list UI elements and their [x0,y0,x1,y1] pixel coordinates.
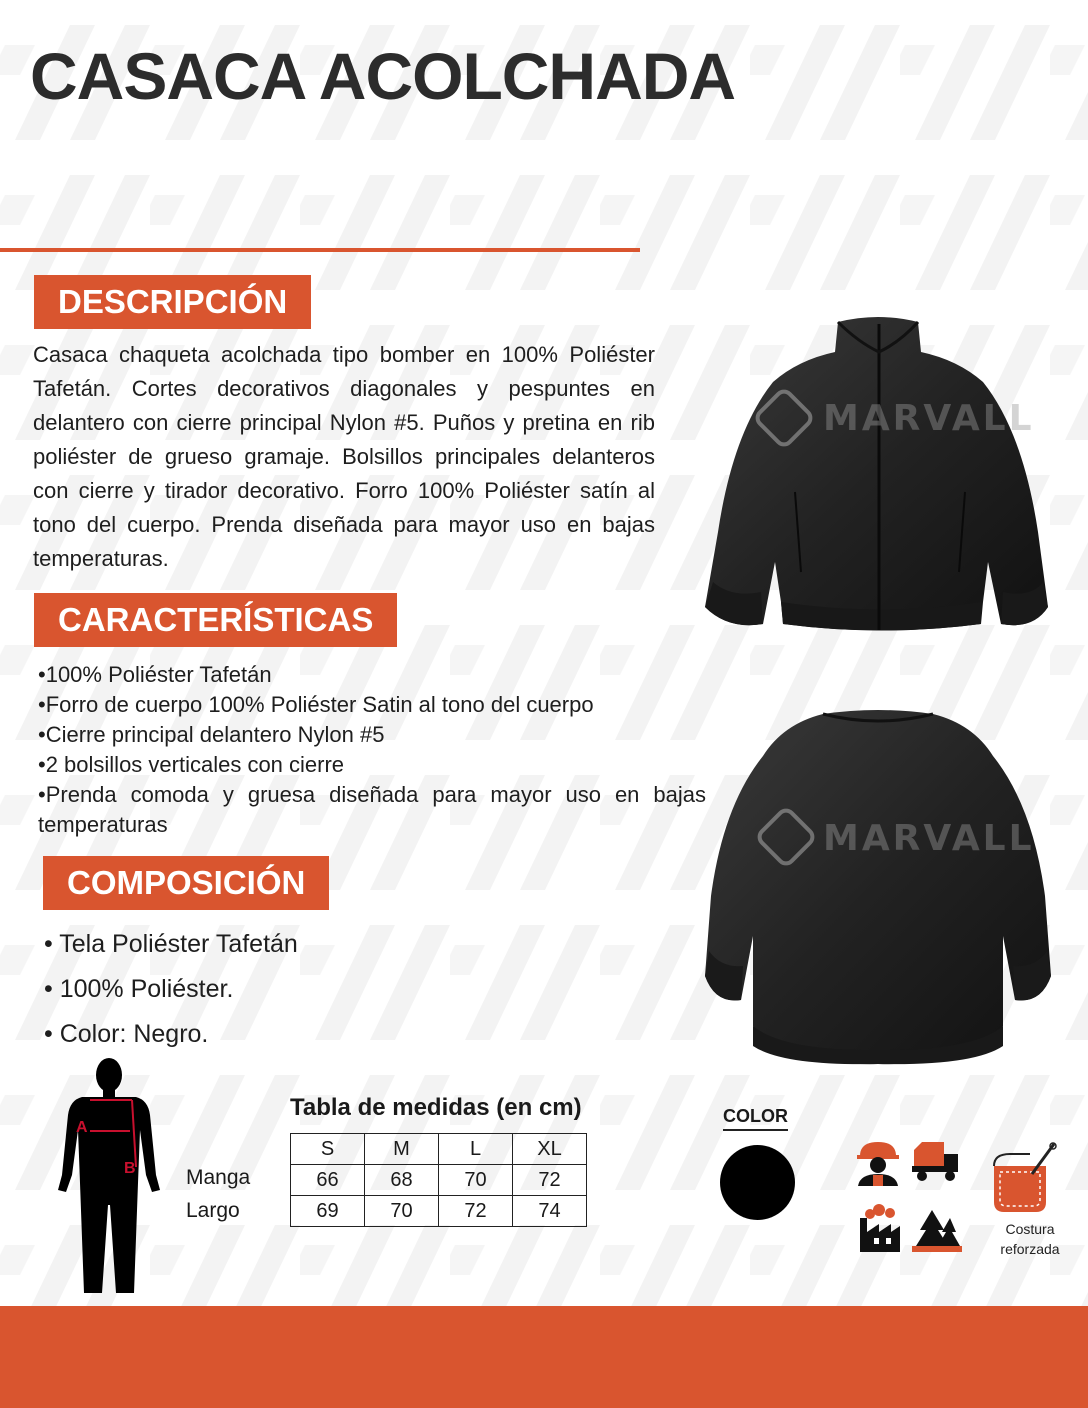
table-cell: 70 [365,1196,439,1227]
composition-heading: COMPOSICIÓN [43,856,329,910]
list-item: •100% Poliéster Tafetán [38,662,272,687]
list-item: • Color: Negro. [44,1020,209,1048]
table-cell: 68 [365,1165,439,1196]
forest-icon [912,1210,962,1252]
table-cell: 66 [291,1165,365,1196]
table-cell: 70 [439,1165,513,1196]
features-heading: CARACTERÍSTICAS [34,593,397,647]
usage-icons [852,1138,962,1258]
size-table-title: Tabla de medidas (en cm) [290,1094,582,1121]
description-text: Casaca chaqueta acolchada tipo bomber en 100% Poliéster Tafetán. Cortes decorativos diagonales y pespuntes en delantero con cierre principal Nylon #5. Puños y pretina en rib poliéster de grueso gramaje. Bolsillos principales delanteros con cierre y tirador decorativo. Forro 100% Poliéster satín al tono del cuerpo. Prenda diseñada para mayor uso en bajas temperaturas. [33,342,655,571]
costura-label [985,1219,1075,1259]
title-divider [0,248,640,252]
measure-label-b: B [124,1160,136,1177]
table-cell: 74 [513,1196,587,1227]
page-title: CASACA ACOLCHADA [30,39,736,113]
worker-icon [857,1142,899,1186]
watermark-front: MARVALL [823,398,1035,439]
size-header: XL [513,1134,587,1165]
size-table [290,1133,587,1227]
table-cell: 69 [291,1196,365,1227]
color-heading: COLOR [723,1106,788,1131]
color-swatch-black [720,1145,795,1220]
jacket-front-image [683,312,1073,642]
table-row [291,1196,587,1227]
factory-icon [860,1204,900,1252]
footer-bar [0,1306,1088,1408]
list-item: •2 bolsillos verticales con cierre [38,752,345,777]
costura-line2: reforzada [1000,1241,1060,1257]
size-header: S [291,1134,365,1165]
sewing-icon [990,1138,1060,1216]
table-row [291,1165,587,1196]
row-label-manga: Manga [186,1166,251,1189]
costura-line1: Costura [1005,1221,1055,1237]
jacket-back-image [703,706,1053,1068]
measure-label-a: A [76,1119,88,1136]
features-list [38,660,706,840]
table-cell: 72 [513,1165,587,1196]
row-label-largo: Largo [186,1199,240,1222]
table-cell: 72 [439,1196,513,1227]
body-measure-diagram [52,1055,167,1297]
truck-icon [912,1142,958,1181]
watermark-back: MARVALL [823,818,1035,859]
size-header: L [439,1134,513,1165]
list-item: •Forro de cuerpo 100% Poliéster Satin al tono del cuerpo [38,692,594,717]
list-item: • 100% Poliéster. [44,975,234,1003]
list-item: •Prenda comoda y gruesa diseñada para mayor uso en bajas temperaturas [38,782,706,837]
list-item: • Tela Poliéster Tafetán [44,930,298,958]
description-heading: DESCRIPCIÓN [34,275,311,329]
table-row [291,1134,587,1165]
list-item: •Cierre principal delantero Nylon #5 [38,722,385,747]
composition-list [44,924,298,1059]
size-header: M [365,1134,439,1165]
